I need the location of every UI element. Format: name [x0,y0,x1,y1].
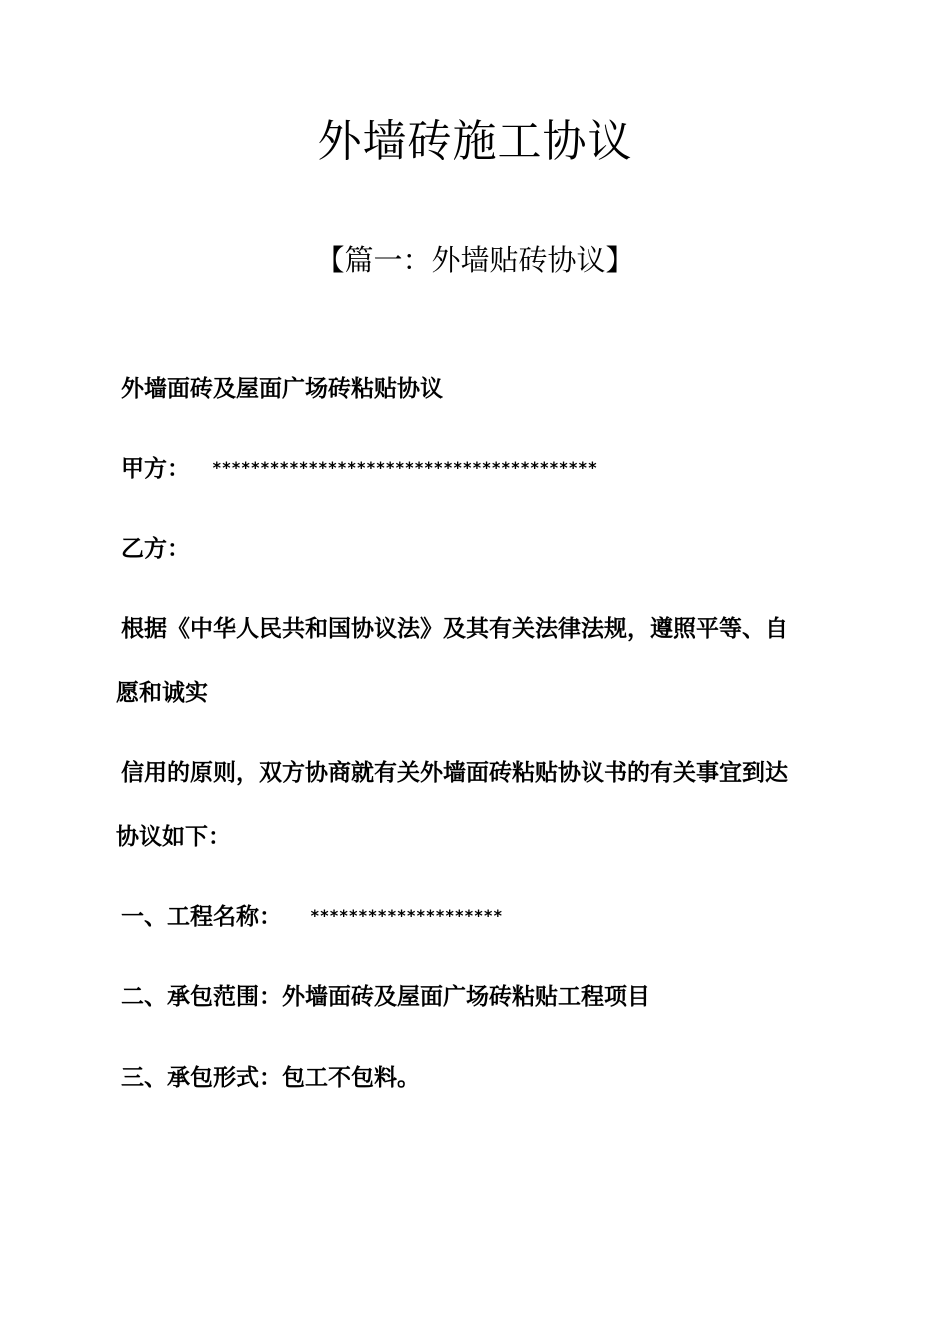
intro-line-1: 根据《中华人民共和国协议法》及其有关法律法规，遵照平等、自 [121,616,788,642]
clause-project-name [121,900,503,933]
party-a-label: 甲方： [121,456,190,482]
party-a-line [121,452,597,485]
agreement-heading: 外墙面砖及屋面广场砖粘贴协议 [121,376,443,402]
clause-form: 三、承包形式：包工不包料。 [121,1065,420,1091]
clause-project-name-label: 一、工程名称： [121,904,282,930]
intro-line-4: 协议如下： [116,824,231,850]
clause-scope: 二、承包范围：外墙面砖及屋面广场砖粘贴工程项目 [121,984,650,1010]
intro-line-3: 信用的原则，双方协商就有关外墙面砖粘贴协议书的有关事宜到达 [121,760,788,786]
party-a-value: **************************************** [212,458,598,477]
document-subtitle: 【篇一：外墙贴砖协议】 [315,243,635,277]
intro-line-2: 愿和诚实 [116,680,208,706]
clause-project-name-value: ******************** [310,906,503,925]
party-b-label: 乙方： [121,536,190,562]
document-title: 外墙砖施工协议 [317,116,633,167]
